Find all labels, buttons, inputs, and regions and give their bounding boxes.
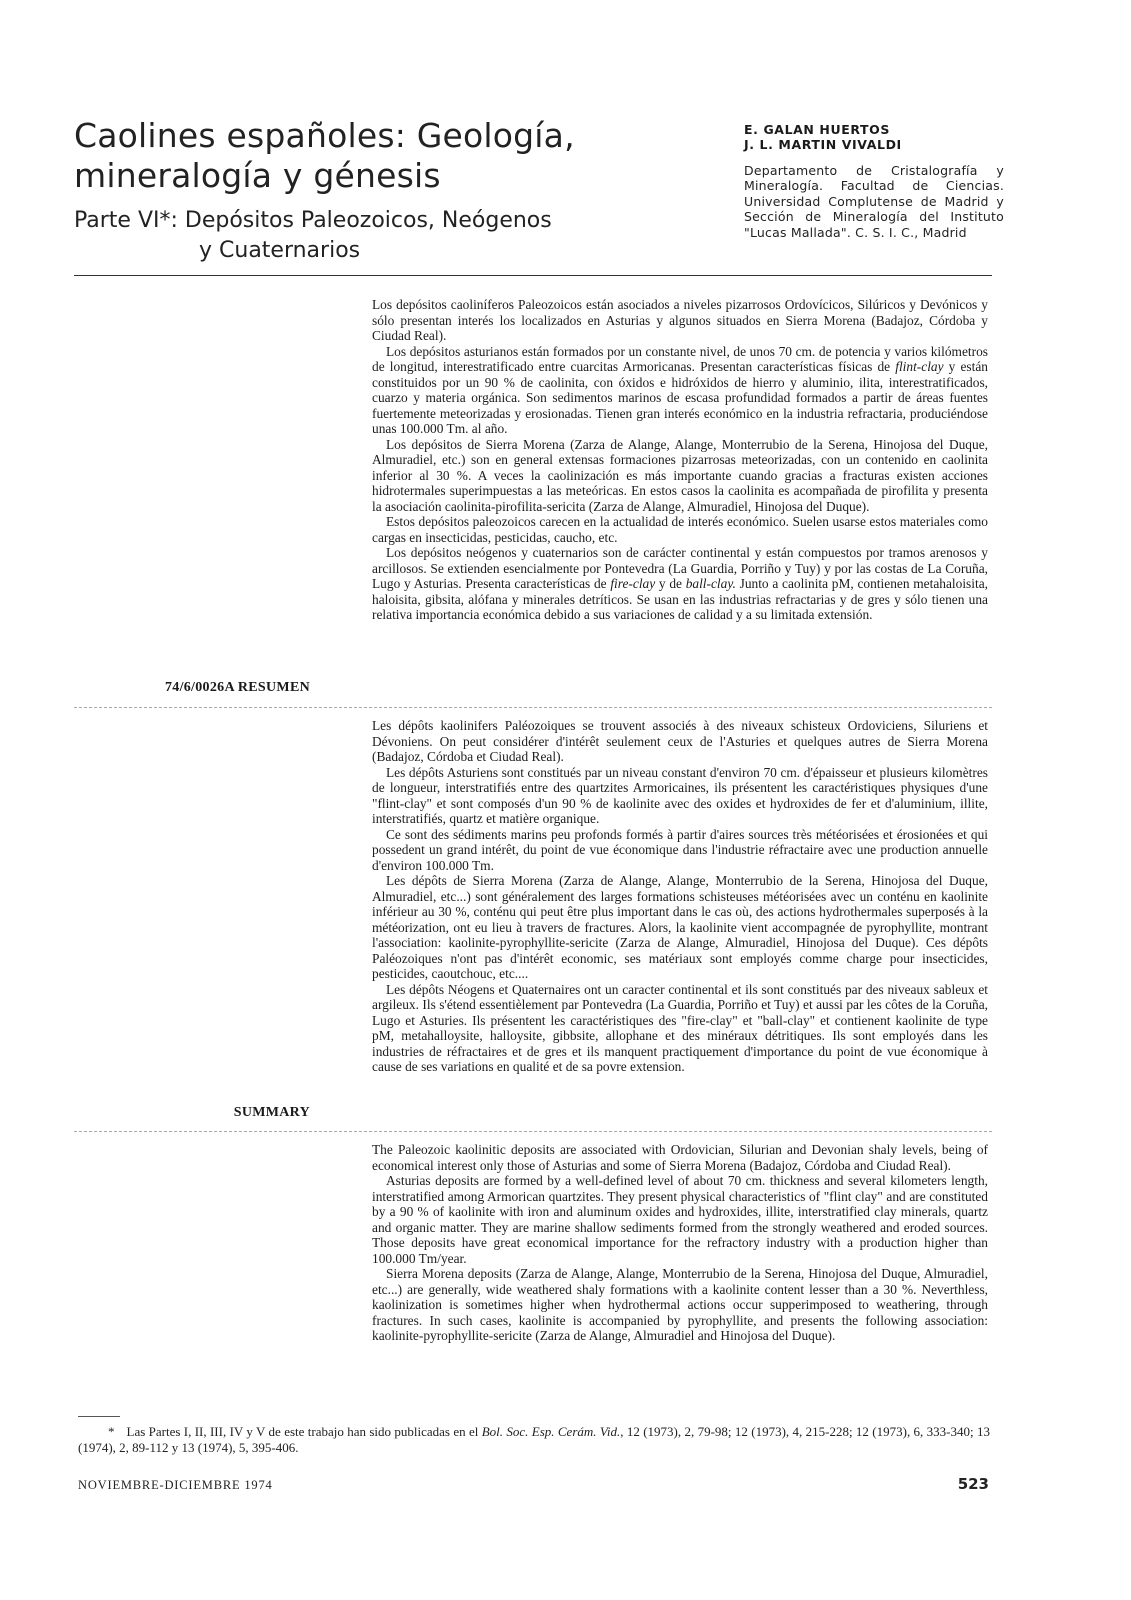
abstract-fr-paragraph: Les dépôts kaolinifers Paléozoiques se trouvent associés à des niveaux schisteux Ordoviciens, Siluriens et Dévoniens. On peut considérer d'intérêt seulement ceux de l'Asturies et quelques autres de Sierra Morena (Badajoz, Córdoba et Ciudad Real). [372, 718, 988, 764]
abstract-en-paragraph: Asturias deposits are formed by a well-defined level of about 70 cm. thickness and several kilometers length, interstratified among Armorican quartzites. They present physical characteristics of "flint clay" and are constituted by a 90 % of kaolinite with iron and aluminum oxides and hydroxides, illite, interstratified clay minerals, quartz and organic matter. They are marine shallow sediments formed from the strongly weathered and eroded sources. Those deposits have great economical importance for the refractory industry with a production higher than 100.000 Tm/year. [372, 1173, 988, 1266]
abstract-es-text: Los depósitos asturianos están formados por un constante nivel, de unos 70 cm. de potencia y varios kilómetros de longitud, interestratificado entre cuarcitas Armoricanas. Presentan características físicas de [372, 343, 988, 374]
section-divider [74, 707, 992, 708]
issue-date: NOVIEMBRE-DICIEMBRE 1974 [78, 1478, 273, 1492]
abstract-es-paragraph [372, 545, 988, 623]
abstract-fr-paragraph: Les dépôts Asturiens sont constitués par un niveau constant d'environ 70 cm. d'épaisseur et plusieurs kilomètres de longueur, interstratifiés entre des quartzites Armoricaines, ils présentent les caractéristiques physiques d'une "flint-clay" et sont composés d'un 90 % de kaolinite avec des oxides et hydroxides de fer et d'aluminium, illite, interstratifiés, quartz et matière organique. [372, 764, 988, 826]
article-title-line-2: mineralogía y génesis [74, 156, 441, 195]
abstract-es-paragraph [372, 344, 988, 437]
author-name-2: J. L. MARTIN VIVALDI [744, 137, 902, 152]
abstract-french [372, 718, 988, 1075]
abstract-es-paragraph: Estos depósitos paleozoicos carecen en la actualidad de interés económico. Suelen usarse estos materiales como cargas en insecticidas, pesticidas, caucho, etc. [372, 514, 988, 545]
abstract-es-paragraph: Los depósitos caoliníferos Paleozoicos están asociados a niveles pizarrosos Ordovícicos, Silúricos y Devónicos y sólo presentan interés los localizados en Asturias y algunos situados en Sierra Morena (Badajoz, Córdoba y Ciudad Real). [372, 297, 988, 343]
footnote-marker: * [108, 1424, 115, 1439]
article-title-block [74, 116, 674, 266]
page-number: 523 [957, 1475, 989, 1493]
abstract-es-italic-term: flint-clay [895, 359, 944, 374]
article-subtitle-line-1: Parte VI*: Depósitos Paleozoicos, Neógenos [74, 208, 552, 233]
summary-label: SUMMARY [233, 1105, 310, 1120]
abstract-en-paragraph: Sierra Morena deposits (Zarza de Alange, Alange, Monterrubio de la Serena, Hinojosa del Duque, Almuradiel, etc...) are generally, wide weathered shaly formations with a kaolinite content lesser than a 30 %. Neverthless, kaolinization is sometimes higher when hydrothermal actions occur supperimposed to weathering, through fractures. In such cases, kaolinite is accompanied by pyrophyllite, and presents the following association: kaolinite-pyrophyllite-sericite (Zarza de Alange, Almuradiel and Hinojosa del Duque). [372, 1266, 988, 1343]
author-name-1: E. GALAN HUERTOS [744, 122, 890, 137]
header-divider [74, 275, 992, 276]
footnote-divider [78, 1416, 120, 1417]
abstract-fr-paragraph: Ce sont des sédiments marins peu profonds formés à partir d'aires sources très météorisées et érosionées et qui possedent un grand intérêt, du point de vue économique dans l'industrie réfractaire avec une production annuelle d'environ 100.000 Tm. [372, 826, 988, 873]
abstract-es-text: Los depósitos neógenos y cuaternarios son de carácter continental y están compuestos por tramos arenosos y arcillosos. Se extienden esencialmente por Pontevedra (La Guardia, Porriño y Tuy) y por las costas de La Coruña, Lugo y Asturias. Presenta características de [372, 545, 988, 591]
abstract-fr-paragraph: Les dépôts de Sierra Morena (Zarza de Alange, Alange, Monterrubio de la Serena, Hinojosa del Duque, Almuradiel, etc...) sont généralement des larges formations schisteuses météorisées avec un conténu en kaolinite inférieur au 30 %, conténu qui peut être plus important dans le cas où, des actions hydrothermales superposés à la météorization, ont eu lieu à travers de fractures. Alors, la kaolinite vient accompagnée de pyrophyllite, montrant l'association: kaolinite-pyrophyllite-sericite (Zarza de Alange, Almuradiel, Hinojosa del Duque). Ces dépôts Paléozoiques n'ont pas d'intérêt economic, ses matériaux sont employés comme charge pour insecticides, pesticides, caoutchouc, etc.... [372, 873, 988, 981]
abstract-en-paragraph: The Paleozoic kaolinitic deposits are associated with Ordovician, Silurian and Devonian shaly levels, being of economical interest only those of Asturias and some of Sierra Morena (Badajoz, Córdoba and Ciudad Real). [372, 1142, 988, 1173]
abstract-english [372, 1142, 988, 1344]
abstract-fr-paragraph: Les dépôts Néogens et Quaternaires ont un caracter continental et ils sont constitués par des niveaux sableux et argileux. Ils s'étend essentièlement par Pontevedra (La Guardia, Porriño et Tuy) et aussi par les côtes de la Coruña, Lugo et Asturies. Ils présentent les caractéristiques des "fire-clay" et "ball-clay" et contienent kaolinite de type pM, metahalloysite, halloysite, gibbsite, allophane et des minéraux détritiques. Ils sont employés dans les industries de réfractaires et de gres et ils manquent practiquement d'importance du point de vue économique à cause de ses variations en qualité et de sa povre extension. [372, 981, 988, 1074]
abstract-es-text: y de [655, 576, 686, 591]
resumen-label: 74/6/0026A RESUMEN [164, 680, 310, 695]
abstract-spanish [372, 297, 988, 623]
abstract-es-italic-term: fire-clay [610, 576, 656, 591]
footnote-journal: Bol. Soc. Esp. Cerám. Vid. [481, 1424, 621, 1439]
abstract-es-text: Junto a caolinita pM, contienen metahaloisita, haloisita, gibsita, alófana y minerales detríticos. Se usan en las industrias refractarias y de gres y sólo tienen una relativa importancia económica debido a sus variaciones de calidad y a su limitada extensión. [372, 576, 988, 622]
article-subtitle-line-2: y Cuaternarios [199, 238, 361, 263]
article-title-line-1: Caolines españoles: Geología, [74, 116, 575, 155]
abstract-es-paragraph: Los depósitos de Sierra Morena (Zarza de Alange, Alange, Monterrubio de la Serena, Hinojosa del Duque, Almuradiel, etc.) son en general extensas formaciones pizarrosas meteorizadas, con un contenido en caolinita inferior al 30 %. A veces la caolinización es más importante cuando gracias a fracturas existen acciones hidrotermales superimpuestas a las meteóricas. En estos casos la caolinita es acompañada de pirofilita y presenta la asociación caolinita-pirofilita-sericita (Zarza de Alange, Almuradiel, Hinojosa del Duque). [372, 436, 988, 514]
section-divider [74, 1131, 992, 1132]
footnote-text: , 12 (1973), 2, 79-98; 12 (1973), 4, 215-228; 12 (1973), 6, 333-340; 13 (1974), 2, 89-112 y 13 (1974), 5, 395-406. [78, 1424, 990, 1455]
abstract-es-italic-term: ball-clay. [685, 576, 736, 591]
abstract-es-text: y están constituidos por un 90 % de caolinita, con óxidos e hidróxidos de hierro y aluminio, ilita, interestratificados, cuarzo y materia orgánica. Son sedimentos marinos de escasa profundidad formados a partir de áreas fuentes fuertemente meteorizadas y erosionadas. Tienen gran interés económico en la industria refractaria, produciéndose unas 100.000 Tm. al año. [372, 359, 988, 436]
footnote [78, 1424, 990, 1455]
footnote-text: Las Partes I, II, III, IV y V de este trabajo han sido publicadas en el [126, 1424, 482, 1439]
authors-block [744, 122, 1004, 240]
author-affiliation: Departamento de Cristalografía y Mineralogía. Facultad de Ciencias. Universidad Complutense de Madrid y Sección de Mineralogía del Instituto "Lucas Mallada". C. S. I. C., Madrid [744, 163, 1004, 240]
